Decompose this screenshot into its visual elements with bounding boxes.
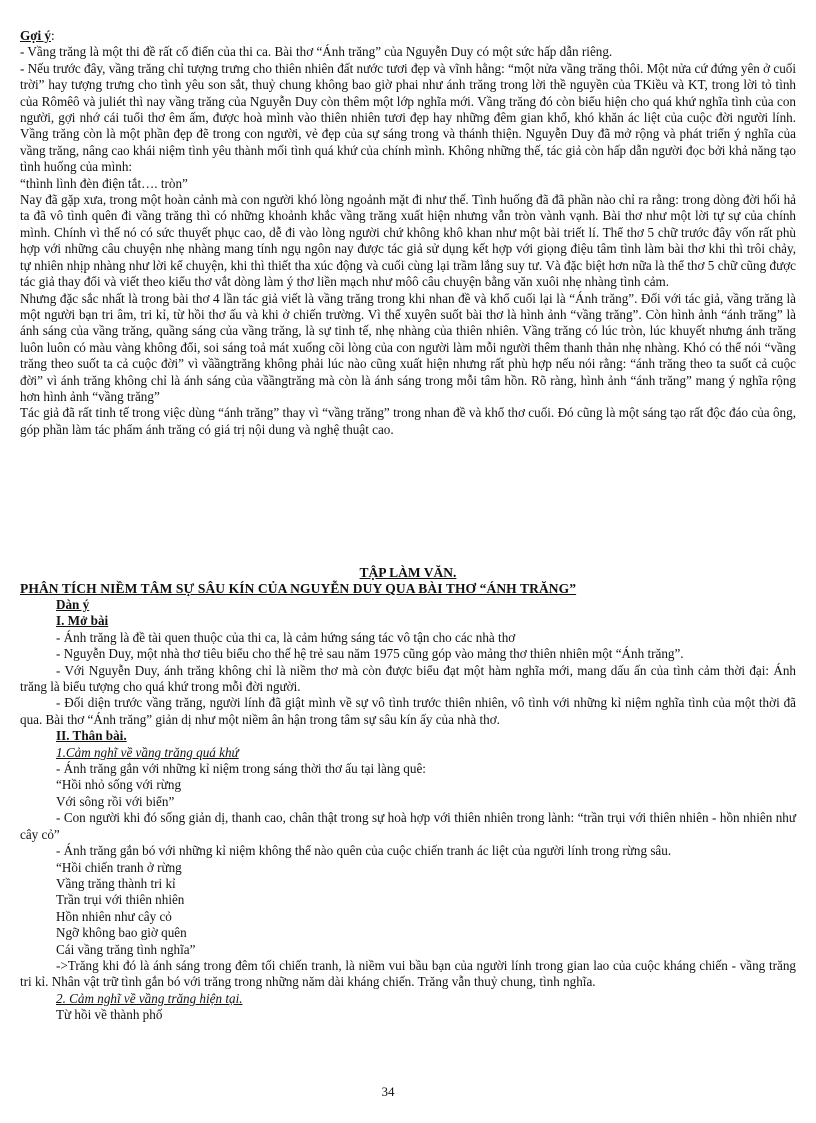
outline-body bbox=[20, 597, 796, 1024]
than-bai-heading: II. Thân bài. bbox=[56, 728, 127, 744]
than-bai-point: - Ánh trăng gắn bó với những kỉ niệm không thể nào quên của cuộc chiến tranh ác liệt của người lính trong rừng sâu. bbox=[56, 843, 672, 859]
verse-line: Cái vầng trăng tình nghĩa” bbox=[56, 941, 196, 957]
mo-bai-heading: I. Mở bài bbox=[56, 613, 109, 629]
verse-line: “Hồi nhỏ sống với rừng bbox=[56, 777, 182, 793]
goi-y-quote: “thình lình đèn điện tắt…. tròn” bbox=[20, 175, 188, 191]
verse-line: Hồn nhiên như cây cỏ bbox=[56, 908, 172, 924]
mo-bai-item: - Đối diện trước vầng trăng, người lính đã giật mình về sự vô tình trước thiên nhiên, vô tình với những kỉ niệm nghĩa tình của một thời đã qua. Bài thơ “Ánh trăng” giản dị như một niềm ân hận trong tâm sự sâu kín ấy của nhà thơ. bbox=[20, 695, 796, 727]
mo-bai-item: - Ánh trăng là đề tài quen thuộc của thi ca, là cảm hứng sáng tác vô tận cho các nhà thơ bbox=[56, 629, 516, 645]
goi-y-heading: Gợi ý: bbox=[20, 28, 55, 43]
than-bai-point: - Con người khi đó sống giản dị, thanh cao, chân thật trong sự hoà hợp với thiên nhiên trong lành: “trần trụi với thiên nhiên - hồn nhiên như cây cỏ” bbox=[20, 810, 796, 842]
section-subtitle: PHÂN TÍCH NIỀM TÂM SỰ SÂU KÍN CỦA NGUYỄN DUY QUA BÀI THƠ “ÁNH TRĂNG” bbox=[20, 581, 577, 596]
goi-y-heading-text: Gợi ý bbox=[20, 28, 52, 43]
section-title: TẬP LÀM VĂN. bbox=[359, 565, 457, 580]
verse-line: Vầng trăng thành tri kỉ bbox=[56, 875, 176, 891]
tap-lam-van-section bbox=[20, 565, 796, 1024]
goi-y-section bbox=[20, 28, 796, 438]
than-bai-point: Từ hồi về thành phố bbox=[56, 1007, 163, 1023]
goi-y-paragraph-1: - Vầng trăng là một thi đề rất cổ điển của thi ca. Bài thơ “Ánh trăng” của Nguyễn Duy có một sức hấp dẫn riêng. bbox=[20, 44, 613, 60]
than-bai-subheading-2: 2. Cảm nghĩ về vầng trăng hiện tại. bbox=[56, 990, 243, 1006]
goi-y-paragraph-2: - Nếu trước đây, vầng trăng chỉ tượng trưng cho thiên nhiên đất nước tươi đẹp và vĩnh hằng: “một nửa vầng trăng thôi. Một nửa cứ đứng yên ở cuối trời” hay tượng trưng cho tình yêu son sắt, thuỷ chung không bao giờ phai như ánh trăng trong lời thề nguyền của TKiều và KT, trong lời tỏ tình của Rômêô và juliét thì nay vầng trăng của Nguyễn Duy còn thêm một lớp nghĩa mới. Vầng trăng đó còn biểu hiện cho quá khứ nghĩa tình của con người, gợi nhớ cái tuổi thơ êm ấm, được hoà mình vào thiên nhiên tươi đẹp hay những đêm gian khổ, khó khăn ác liệt của cuộc đời người lính. Vầng trăng còn là một phần đẹp đẽ trong con người, vẻ đẹp của sự sáng trong và thánh thiện. Nguyễn Duy đã mở rộng và phát triển ý nghĩa của vầng trăng, nâng cao khái niệm tình yêu thành mối tình quá khứ của chính mình. Không những thế, tác giả còn hấp dẫn người đọc bởi khả năng tạo tình huống của mình: bbox=[20, 60, 797, 175]
than-bai-point: - Ánh trăng gắn với những kỉ niệm trong sáng thời thơ ấu tại làng quê: bbox=[56, 761, 426, 777]
verse-line: Với sông rồi với biển” bbox=[56, 793, 175, 809]
mo-bai-item: - Nguyễn Duy, một nhà thơ tiêu biểu cho thế hệ trẻ sau năm 1975 cũng góp vào mảng thơ thiên nhiên một “Ánh trăng”. bbox=[56, 646, 684, 662]
goi-y-paragraph-4: Nhưng đặc sắc nhất là trong bài thơ 4 lần tác giả viết là vầng trăng trong khi nhan đề và khổ cuối lại là “Ánh trăng”. Đối với tác giả, vầng trăng là một người bạn tri âm, tri kỉ, từ hồi thơ ấu và khi ở chiến trường. Vì thế xuyên suốt bài thơ là hình ảnh “vầng trăng”. Còn hình ảnh “ánh trăng” là ánh sáng của vầng trăng, quầng sáng của vầng trăng, là sự tinh tế, nhẹ nhàng của thiên nhiên. Vầng trăng có lúc tròn, lúc khuyết nhưng ánh trăng luôn luôn có màu vàng không đổi, soi sáng toả mát xuống cõi lòng của con người làm mỗi người thêm thanh thản nhẹ nhàng. Khó có thể nói “vầng trăng theo suốt ta cả cuộc đời” vì vầầngtrăng không phải lúc nào cũng xuất hiện nhưng rất phù hợp nếu nói rằng: “ánh trăng theo ta suốt cả cuộc đời” vì ánh trăng không chỉ là ánh sáng của vầầngtrăng mà còn là ánh sáng trong mỗi tâm hồn. Rõ ràng, hình ảnh “ánh trăng” mang ý nghĩa rộng hơn hình ảnh “vầng trăng” bbox=[20, 290, 796, 404]
verse-line: Ngỡ không bao giờ quên bbox=[56, 925, 187, 941]
page-number: 34 bbox=[381, 1084, 395, 1099]
verse-line: Trần trụi với thiên nhiên bbox=[56, 892, 185, 908]
dan-y-heading: Dàn ý bbox=[56, 597, 90, 612]
goi-y-paragraph-3: Nay đã gặp xưa, trong một hoàn cảnh mà con người khó lòng ngoảnh mặt đi như thế. Tình huống đã đã phần nào chỉ ra rằng: trong dòng đời hối hả ta đã vô tình quên đi vầng trăng thì có những khoảnh khắc vầng trăng xuất hiện nhưng vẫn tròn vành vạnh. Bài thơ như một lời tự sự của chính mình. Chính vì thế nó có sức thuyết phục cao, dễ đi vào lòng người chứ không khô khan như một bài triết lí. Thể thơ 5 chữ trước đây vốn rất phù hợp với những câu chuyện nhẹ nhàng mang tính ngụ ngôn nay được tác giả sử dụng kết hợp với giọng điệu tâm tình làm bài thơ khi thì trôi chảy, tự nhiên nhịp nhàng như lời kể chuyện, khi thì thiết tha xúc động và cuối cùng lại trầm lắng suy tư. Và đặc biệt hơn nữa là thể thơ 5 chữ cũng được tác giả thay đổi và viết theo kiểu thơ vắt dòng làm ý thơ liền mạch như môô câu chuyện bằng văn xuôi nhẹ nhàng tình cảm. bbox=[20, 192, 796, 290]
than-bai-point: ->Trăng khi đó là ánh sáng trong đêm tối chiến tranh, là niềm vui bầu bạn của người lính trong gian lao của cuộc kháng chiến - vầng trăng tri kỉ. Nhân vật trữ tình gắn bó với trăng trong những năm dài kháng chiến. Trăng vẫn thuỷ chung, tình nghĩa. bbox=[20, 957, 796, 990]
than-bai-subheading-1: 1.Cảm nghĩ về vầng trăng quá khứ bbox=[56, 744, 239, 760]
mo-bai-item: - Với Nguyễn Duy, ánh trăng không chỉ là niềm thơ mà còn được biểu đạt một hàm nghĩa mới, mang dấu ấn của tình cảm thời đại: Ánh trăng là biểu tượng cho quá khứ trong mỗi đời người. bbox=[20, 662, 796, 695]
goi-y-paragraph-5: Tác giả đã rất tinh tế trong việc dùng “ánh trăng” thay vì “vầng trăng” trong nhan đề và khổ thơ cuối. Đó cũng là một sáng tạo rất độc đáo của ông, góp phần làm tác phẩm ánh trăng có giá trị nội dung và nghệ thuật cao. bbox=[20, 405, 796, 437]
verse-line: “Hồi chiến tranh ở rừng bbox=[56, 859, 182, 875]
